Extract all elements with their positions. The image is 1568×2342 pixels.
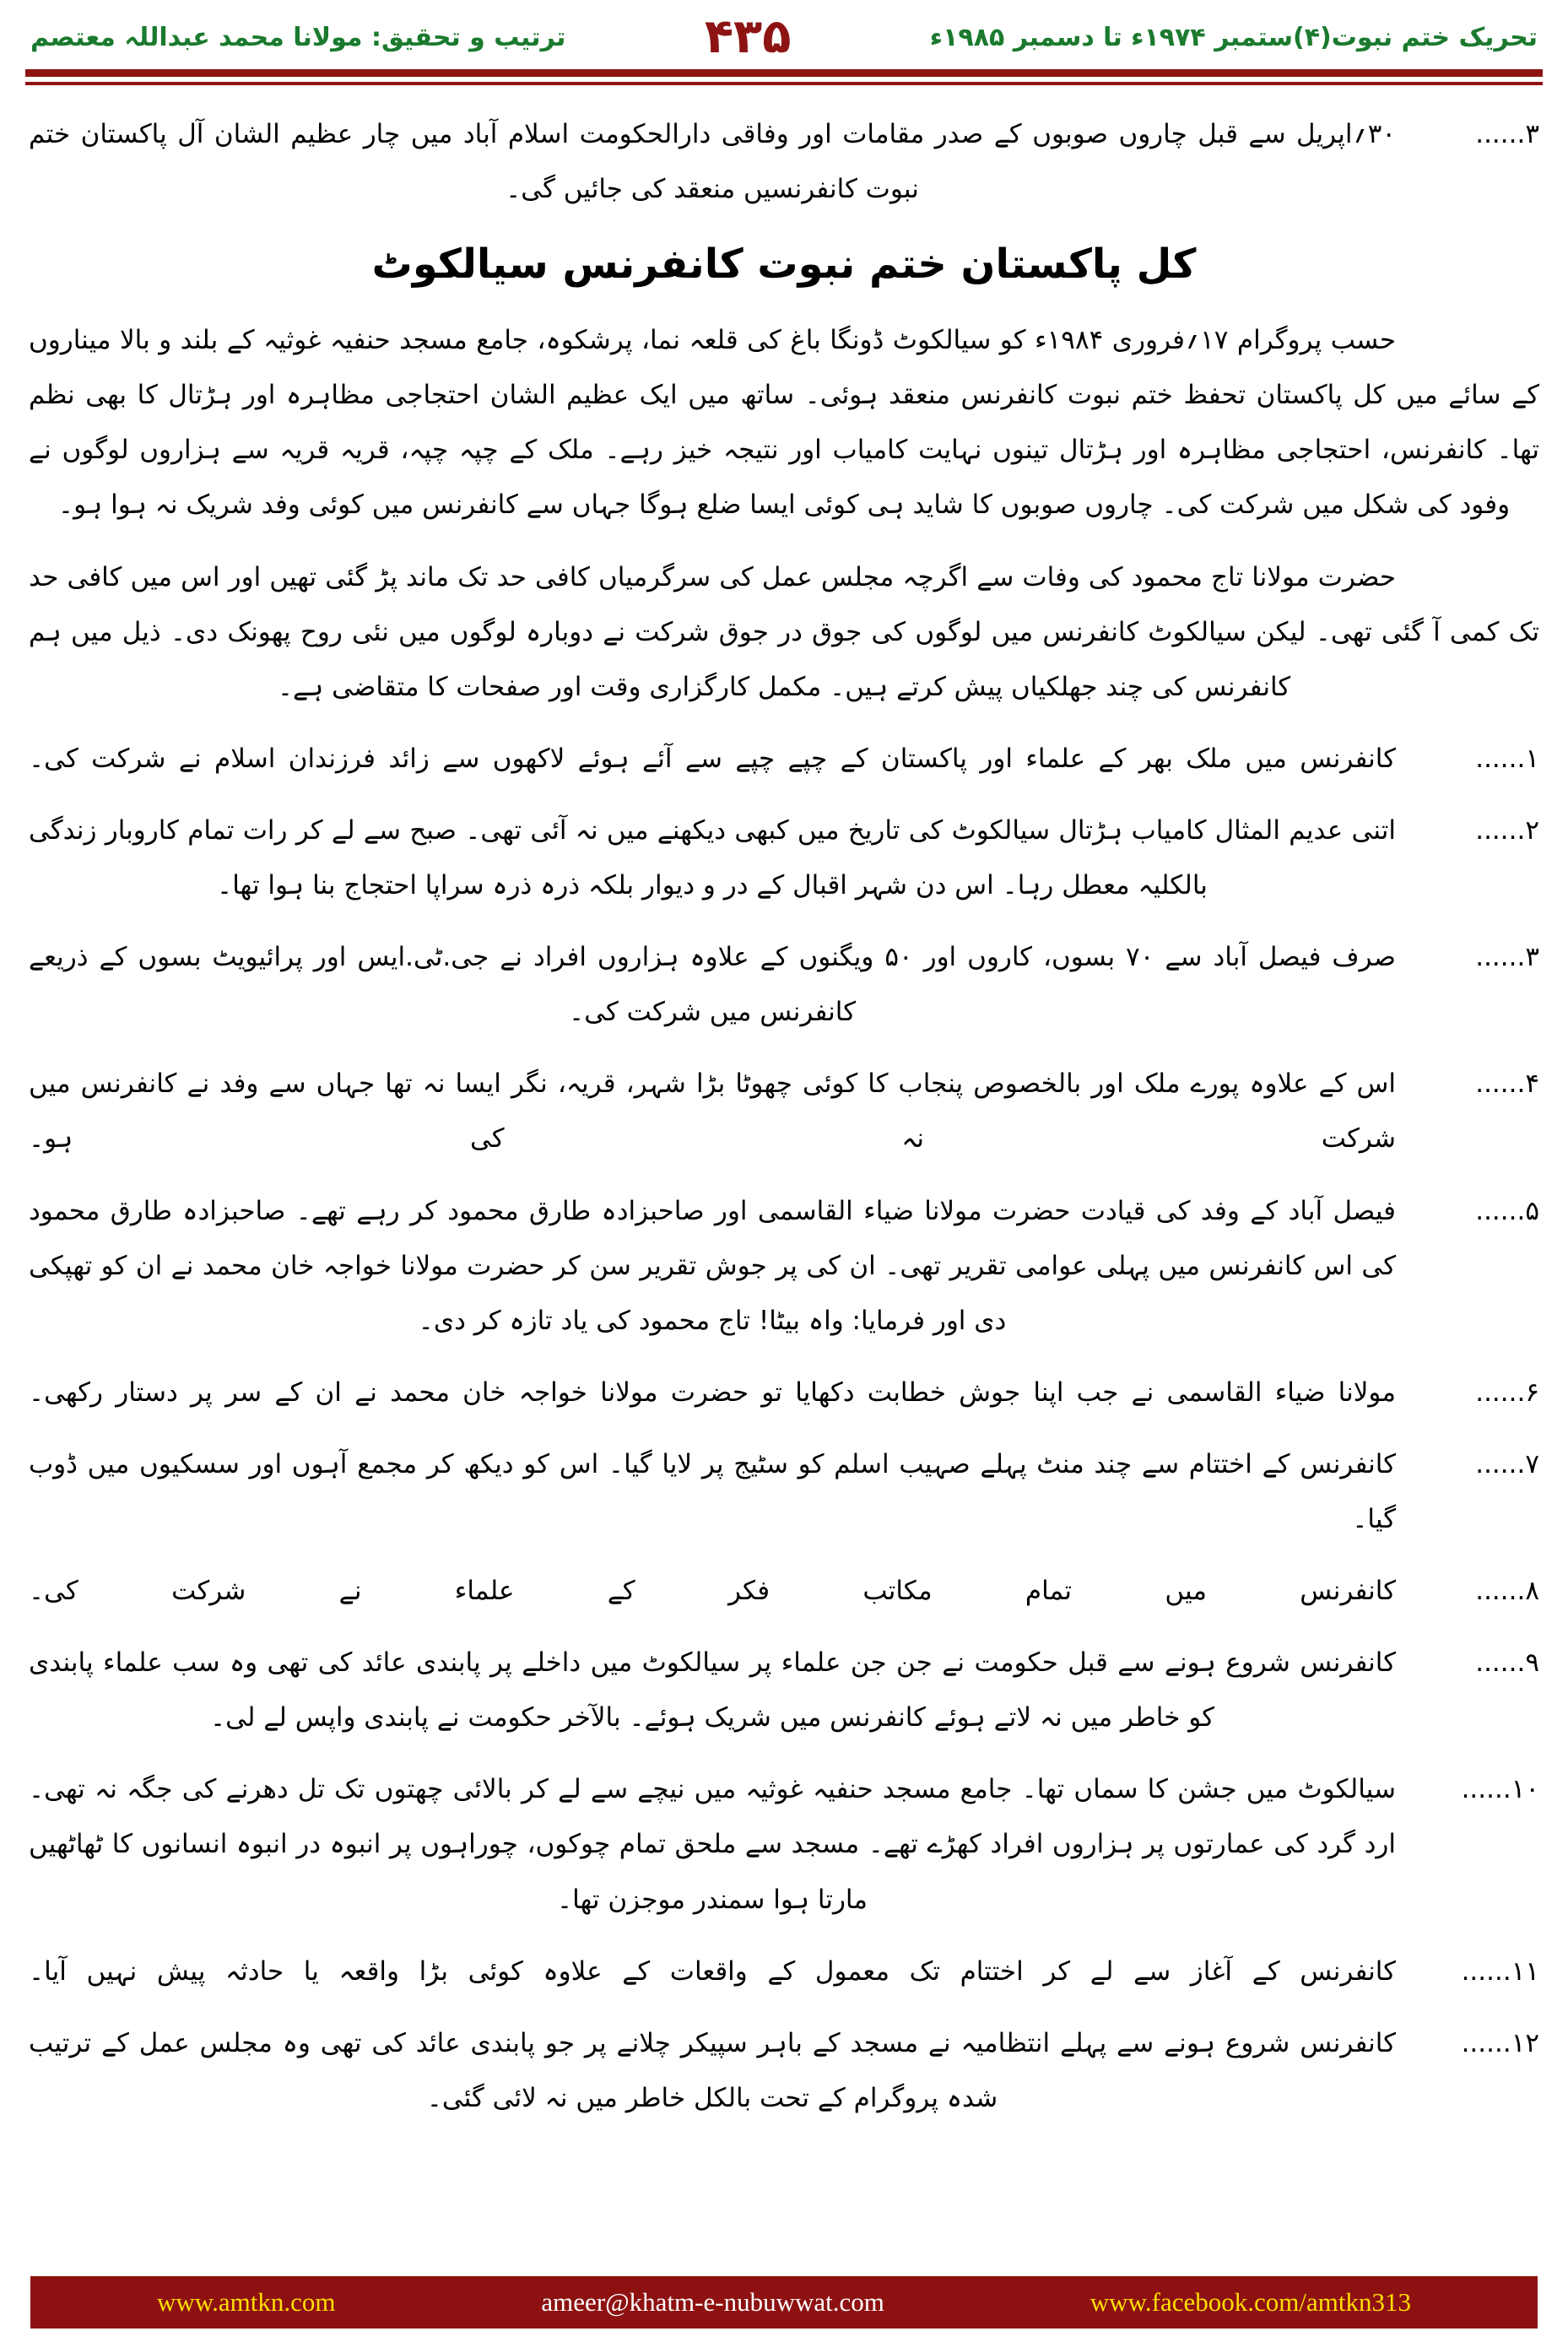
page-number: ۴۳۵ [704, 9, 792, 64]
header-title-right: تحریک ختم نبوت(۴)ستمبر ۱۹۷۴ء تا دسمبر ۱۹۸۵ء [929, 22, 1538, 52]
item-text: کانفرنس کے آغاز سے لے کر اختتام تک معمول کے واقعات کے علاوہ کوئی بڑا واقعہ یا حادثہ پیش نہیں آیا۔ [29, 1955, 1396, 1987]
list-item [29, 1636, 1539, 1745]
item-number: ۶...... [1475, 1377, 1539, 1408]
item-text: کانفرنس شروع ہونے سے پہلے انتظامیہ نے مسجد کے باہر سپیکر چلانے پر جو پابندی عائد کی تھی وہ مجلس عمل کے ترتیب شدہ پروگرام کے تحت بالکل خاطر میں نہ لائی گئی۔ [29, 2027, 1396, 2113]
paragraph: حضرت مولانا تاج محمود کی وفات سے اگرچہ مجلس عمل کی سرگرمیاں کافی حد تک ماند پڑ گئی تھیں اور اس میں کافی حد تک کمی آ گئی تھی۔ لیکن سیالکوٹ کانفرنس میں لوگوں کی جوق در جوق شرکت نے دوبارہ لوگوں میں نئی روح پھونک دی۔ ذیل میں ہم کانفرنس کی چند جھلکیاں پیش کرتے ہیں۔ مکمل کارگزاری وقت اور صفحات کا متقاضی ہے۔ [29, 561, 1539, 702]
item-number: ۹...... [1475, 1647, 1539, 1679]
list-item [29, 107, 1539, 217]
section-heading: کل پاکستان ختم نبوت کانفرنس سیالکوٹ [371, 241, 1197, 289]
item-text: اتنی عدیم المثال کامیاب ہڑتال سیالکوٹ کی تاریخ میں کبھی دیکھنے میں نہ آئی تھی۔ صبح سے لے کر رات تمام کاروبار زندگی بالکلیہ معطل رہا۔ اس دن شہر اقبال کے در و دیوار بلکہ ذرہ ذرہ سراپا احتجاج بنا ہوا تھا۔ [29, 814, 1396, 901]
item-text: کانفرنس شروع ہونے سے قبل حکومت نے جن جن علماء پر سیالکوٹ میں داخلے پر پابندی عائد کی تھی وہ سب علماء پابندی کو خاطر میں نہ لاتے ہوئے کانفرنس میں شریک ہوئے۔ بالآخر حکومت نے پابندی واپس لے لی۔ [29, 1647, 1396, 1734]
item-number: ۷...... [1475, 1448, 1539, 1479]
list-item [29, 1944, 1539, 1999]
item-number: ۳...... [1475, 942, 1539, 973]
item-number: ۳...... [1475, 119, 1539, 149]
footer-facebook-link[interactable]: www.facebook.com/amtkn313 [1089, 2287, 1411, 2317]
list-item [29, 1057, 1539, 1166]
page-header [0, 0, 1568, 64]
list-item [29, 1184, 1539, 1349]
divider-thick-rule [25, 69, 1543, 77]
list-item [29, 1437, 1539, 1547]
item-number: ۱...... [1475, 743, 1539, 774]
header-divider [25, 69, 1543, 85]
list-item [29, 1762, 1539, 1927]
list-item [29, 1366, 1539, 1420]
item-text: فیصل آباد کے وفد کی قیادت حضرت مولانا ضیاء القاسمی اور صاحبزادہ طارق محمود کر رہے تھے۔ صاحبزادہ طارق محمود کی اس کانفرنس میں پہلی عوامی تقریر تھی۔ ان کی پر جوش تقریر سن کر حضرت مولانا خواجہ خان محمد نے ان کو تھپکی دی اور فرمایا: واہ بیٹا! تاج محمود کی یاد تازہ کر دی۔ [29, 1195, 1396, 1336]
header-credit-left: ترتیب و تحقیق: مولانا محمد عبداللہ معتصم [30, 22, 566, 52]
item-number: ۵...... [1475, 1195, 1539, 1226]
item-text: صرف فیصل آباد سے ۷۰ بسوں، کاروں اور ۵۰ ویگنوں کے علاوہ ہزاروں افراد نے جی.ٹی.ایس اور پرائیویٹ بسوں کے ذریعے کانفرنس میں شرکت کی۔ [29, 942, 1396, 1028]
list-item [29, 930, 1539, 1040]
item-number: ۲...... [1475, 814, 1539, 846]
item-text: مولانا ضیاء القاسمی نے جب اپنا جوش خطابت دکھایا تو حضرت مولانا خواجہ خان محمد نے ان کے سر پر دستار رکھی۔ [29, 1377, 1396, 1408]
footer-email-link[interactable]: ameer@khatm-e-nubuwwat.com [541, 2287, 884, 2317]
item-text: اس کے علاوہ پورے ملک اور بالخصوص پنجاب کا کوئی چھوٹا بڑا شہر، قریہ، نگر ایسا نہ تھا جہاں سے وفد نے کانفرنس میں شرکت نہ کی ہو۔ [29, 1068, 1396, 1155]
list-item [29, 1564, 1539, 1619]
item-text: کانفرنس میں تمام مکاتب فکر کے علماء نے شرکت کی۔ [29, 1576, 1396, 1607]
paragraph: حسب پروگرام ۱۷؍فروری ۱۹۸۴ء کو سیالکوٹ ڈونگا باغ کی قلعہ نما، پرشکوہ، جامع مسجد حنفیہ غوثیہ کے بلند و بالا میناروں کے سائے میں کل پاکستان تحفظ ختم نبوت کانفرنس منعقد ہوئی۔ ساتھ میں ایک عظیم الشان احتجاجی مظاہرہ اور ہڑتال کا بھی نظم تھا۔ کانفرنس، احتجاجی مظاہرہ اور ہڑتال تینوں نہایت کامیاب اور نتیجہ خیز رہے۔ ملک کے چپہ چپہ، قریہ قریہ سے ہزاروں لوگوں نے وفود کی شکل میں شرکت کی۔ چاروں صوبوں کا شاید ہی کوئی ایسا ضلع ہوگا جہاں سے کانفرنس میں کوئی وفد شریک نہ ہوا ہو۔ [29, 325, 1539, 521]
item-number: ۴...... [1475, 1068, 1539, 1100]
list-item [29, 732, 1539, 787]
item-number: ۸...... [1475, 1576, 1539, 1607]
item-text: کانفرنس میں ملک بھر کے علماء اور پاکستان کے چپے چپے سے آئے ہوئے لاکھوں سے زائد فرزندان اسلام نے شرکت کی۔ [29, 743, 1396, 774]
item-number: ۱۲...... [1461, 2027, 1539, 2058]
list-item [29, 803, 1539, 913]
footer-website-link[interactable]: www.amtkn.com [157, 2287, 336, 2317]
item-text: ۳۰؍اپریل سے قبل چاروں صوبوں کے صدر مقامات اور وفاقی دارالحکومت اسلام آباد میں چار عظیم الشان آل پاکستان ختم نبوت کانفرنسیں منعقد کی جائیں گی۔ [29, 119, 1396, 205]
document-body [0, 85, 1568, 2126]
item-text: کانفرنس کے اختتام سے چند منٹ پہلے صہیب اسلم کو سٹیج پر لایا گیا۔ اس کو دیکھ کر مجمع آہوں اور سسکیوں میں ڈوب گیا۔ [29, 1448, 1396, 1534]
footer-bar [30, 2276, 1538, 2328]
item-number: ۱۰...... [1461, 1774, 1539, 1805]
list-item [29, 2016, 1539, 2126]
item-number: ۱۱...... [1461, 1955, 1539, 1987]
item-text: سیالکوٹ میں جشن کا سماں تھا۔ جامع مسجد حنفیہ غوثیہ میں نیچے سے لے کر بالائی چھتوں تک تل دھرنے کی جگہ نہ تھی۔ ارد گرد کی عمارتوں پر ہزاروں افراد کھڑے تھے۔ مسجد سے ملحق تمام چوکوں، چوراہوں پر انبوہ در انبوہ انسانوں کا ٹھاٹھیں مارتا ہوا سمندر موجزن تھا۔ [29, 1774, 1397, 1915]
